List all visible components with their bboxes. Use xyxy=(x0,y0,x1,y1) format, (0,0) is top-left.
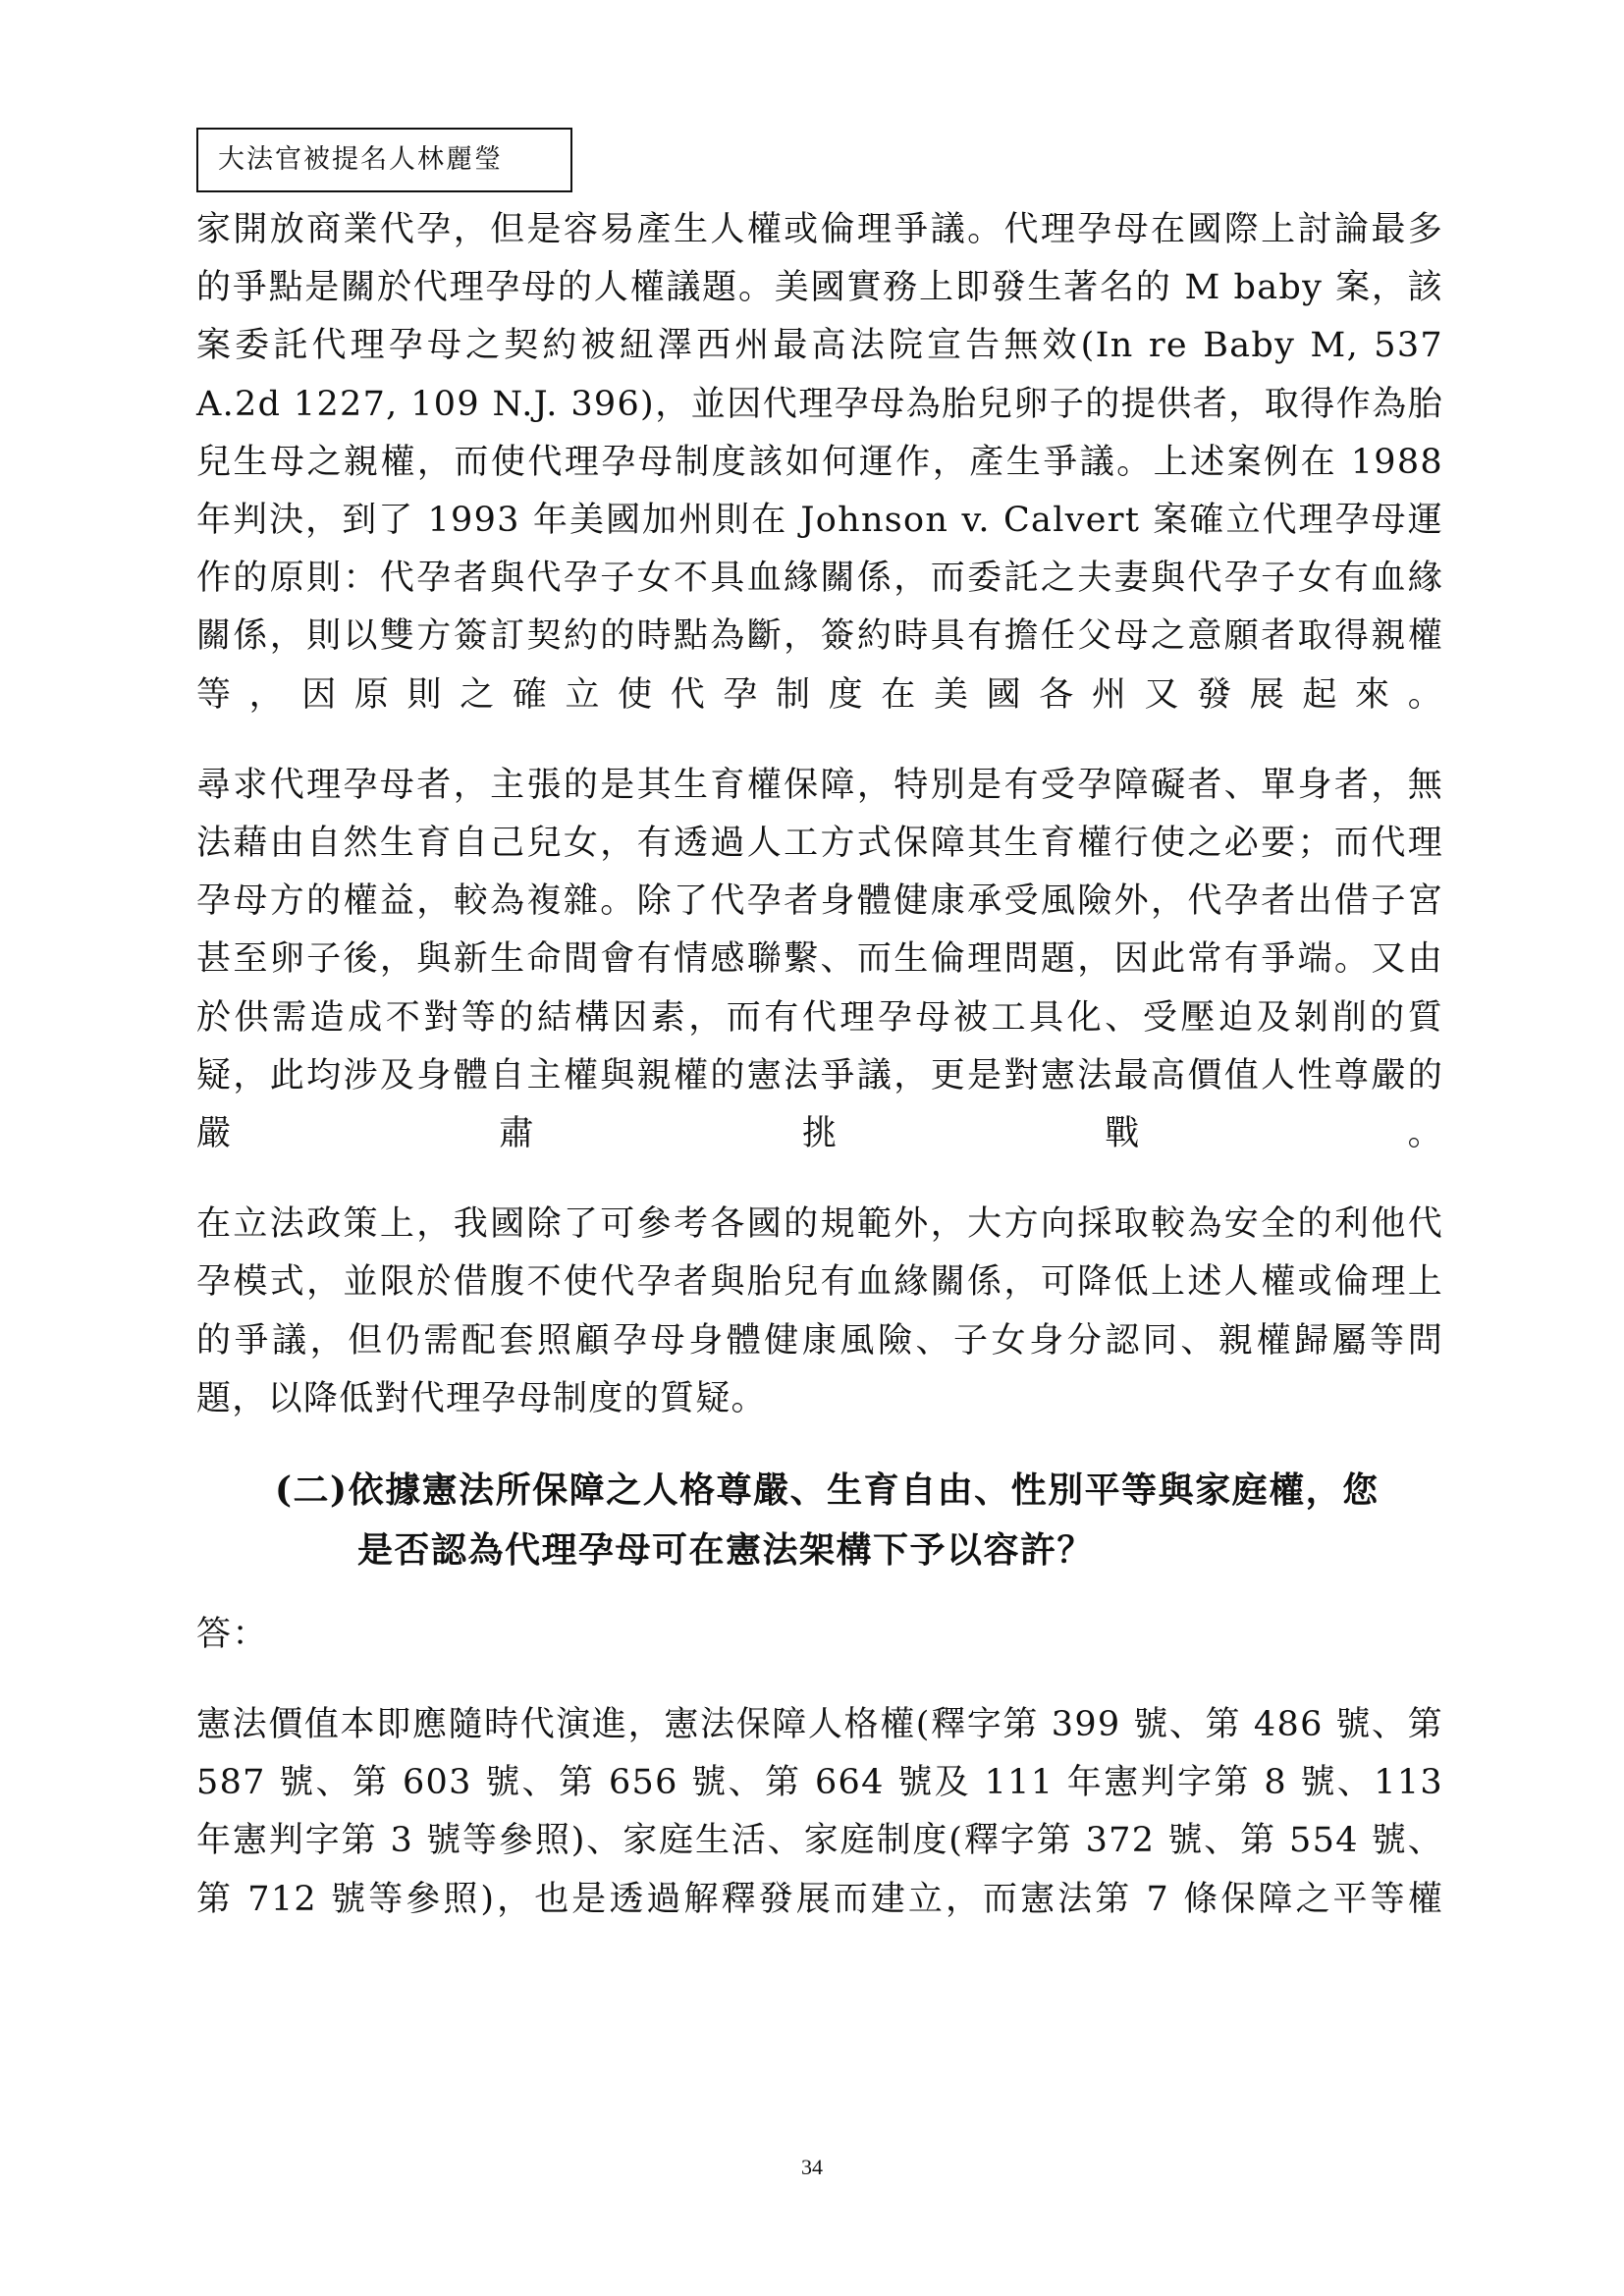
paragraph-constitutional-values: 憲法價值本即應隨時代演進，憲法保障人格權(釋字第 399 號、第 486 號、第 587 號、第 603 號、第 656 號、第 664 號及 111 年憲判字第 8 號、113 年憲判字第 3 號等參照)、家庭生活、家庭制度(釋字第 372 號、第 554 號、第 712 號等參照)，也是透過解釋發展而建立，而憲法第 7 條保障之平等權 xyxy=(196,1705,1443,1919)
paragraph-rights-conflict: 尋求代理孕母者，主張的是其生育權保障，特別是有受孕障礙者、單身者，無法藉由自然生育自己兒女，有透過人工方式保障其生育權行使之必要；而代理孕母方的權益，較為複雜。除了代孕者身體健康承受風險外，代孕者出借子宮甚至卵子後，與新生命間會有情感聯繫、而生倫理問題，因此常有爭端。又由於供需造成不對等的結構因素，而有代理孕母被工具化、受壓迫及剝削的質疑，此均涉及身體自主權與親權的憲法爭議，更是對憲法最高價值人性尊嚴的嚴肅挑戰。 xyxy=(196,765,1443,1154)
question-heading xyxy=(275,1461,1443,1580)
question-line-1: (二)依據憲法所保障之人格尊嚴、生育自由、性別平等與家庭權，您 xyxy=(275,1469,1380,1512)
nominee-label: 大法官被提名人林麗瑩 xyxy=(218,144,503,175)
page-number: 34 xyxy=(801,2155,823,2179)
paragraph-legislative-policy: 在立法政策上，我國除了可參考各國的規範外，大方向採取較為安全的利他代孕模式，並限於借腹不使代孕者與胎兒有血緣關係，可降低上述人權或倫理上的爭議，但仍需配套照顧孕母身體健康風險、子女身分認同、親權歸屬等問題，以降低對代理孕母制度的質疑。 xyxy=(196,1204,1443,1418)
document-body xyxy=(196,201,1443,1961)
answer-label: 答： xyxy=(196,1615,269,1655)
nominee-header-box xyxy=(196,128,572,192)
question-line-2: 是否認為代理孕母可在憲法架構下予以容許？ xyxy=(357,1529,1095,1572)
paragraph-surrogacy-history: 家開放商業代孕，但是容易產生人權或倫理爭議。代理孕母在國際上討論最多的爭點是關於代理孕母的人權議題。美國實務上即發生著名的 M baby 案，該案委託代理孕母之契約被紐澤西州最高法院宣告無效(In re Baby M, 537 A.2d 1227, 109 N.J. 396)，並因代理孕母為胎兒卵子的提供者，取得作為胎兒生母之親權，而使代理孕母制度該如何運作，產生爭議。上述案例在 1988 年判決，到了 1993 年美國加州則在 Johnson v. Calvert 案確立代理孕母運作的原則：代孕者與代孕子女不具血緣關係，而委託之夫妻與代孕子女有血緣關係，則以雙方簽訂契約的時點為斷，簽約時具有擔任父母之意願者取得親權等，因原則之確立使代孕制度在美國各州又發展起來。 xyxy=(196,210,1443,715)
